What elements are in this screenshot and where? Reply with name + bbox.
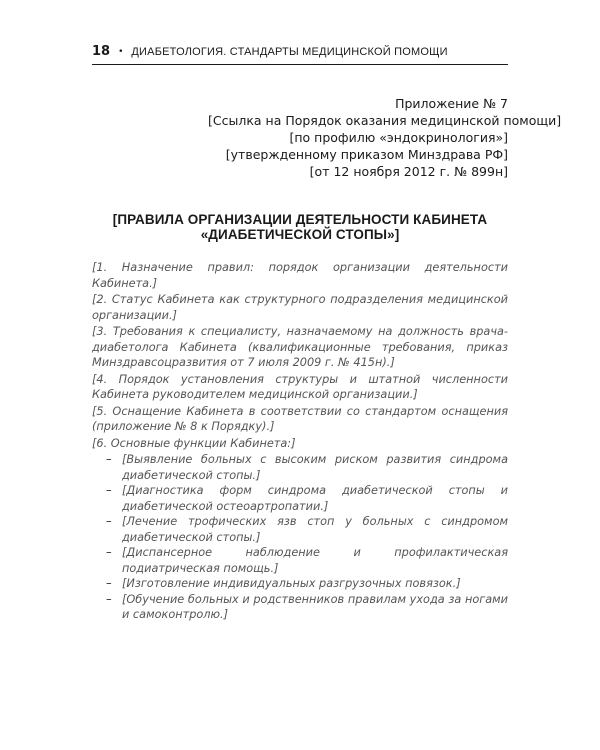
list-item-text: [Изготовление индивидуальных разгрузочных повязок.] <box>122 577 461 590</box>
approval-block <box>208 95 562 180</box>
list-item: – [Выявление больных с высоким риском развития синдрома диабетической стопы.] <box>106 453 508 482</box>
approval-line: [по профилю «эндокринология»] <box>289 130 508 145</box>
paragraph: [6. Основные функции Кабинета:] <box>92 436 296 450</box>
list-item: – [Лечение трофических язв стоп у больных с синдромом диабетической стопы.] <box>106 515 508 544</box>
document-body <box>92 260 508 623</box>
paragraph: [3. Требования к специалисту, назначаемому на должность врача-диабетолога Кабинета (квалификационные требования, приказ Минздравсоцразвития от 7 июля 2009 г. № 415н).] <box>92 325 508 369</box>
approval-line: Приложение № 7 <box>395 96 508 111</box>
list-item-text: [Лечение трофических язв стоп у больных с синдромом диабетической стопы.] <box>122 515 508 544</box>
page-number: 18 <box>92 44 111 59</box>
running-head <box>92 44 508 65</box>
list-item-text: [Выявление больных с высоким риском развития синдрома диабетической стопы.] <box>122 453 508 482</box>
book-title: ДИАБЕТОЛОГИЯ. СТАНДАРТЫ МЕДИЦИНСКОЙ ПОМОЩИ <box>131 45 448 58</box>
list-item-text: [Обучение больных и родственников правилам ухода за ногами и самоконтролю.] <box>122 592 508 621</box>
paragraph: [4. Порядок установления структуры и штатной численности Кабинета руководителем медицинской организации.] <box>92 372 508 401</box>
paragraph: [2. Статус Кабинета как структурного подразделения медицинской организации.] <box>92 293 508 322</box>
list-item-text: [Диагностика форм синдрома диабетической стопы и диабетической остеоартропатии.] <box>122 484 508 513</box>
approval-line: [от 12 ноября 2012 г. № 899н] <box>309 164 508 179</box>
paragraph: [5. Оснащение Кабинета в соответствии со стандартом оснащения (приложение № 8 к Порядку).] <box>92 404 508 433</box>
list-item-text: [Диспансерное наблюдение и профилактическая подиатрическая помощь.] <box>122 546 508 575</box>
approval-line: [Ссылка на Порядок оказания медицинской помощи] <box>208 113 562 128</box>
functions-list <box>92 452 508 623</box>
list-item: – [Диспансерное наблюдение и профилактическая подиатрическая помощь.] <box>106 546 508 575</box>
document-title: [ПРАВИЛА ОРГАНИЗАЦИИ ДЕЯТЕЛЬНОСТИ КАБИНЕТА «ДИАБЕТИЧЕСКОЙ СТОПЫ»] <box>112 212 488 242</box>
approval-line: [утвержденному приказом Минздрава РФ] <box>225 147 508 162</box>
list-item: – [Обучение больных и родственников правилам ухода за ногами и самоконтролю.] <box>106 592 508 621</box>
paragraph: [1. Назначение правил: порядок организации деятельности Кабинета.] <box>92 261 508 290</box>
list-item: – [Диагностика форм синдрома диабетической стопы и диабетической остеоартропатии.] <box>106 484 508 513</box>
bullet-separator: • <box>118 46 124 57</box>
list-item: – [Изготовление индивидуальных разгрузочных повязок.] <box>106 576 508 592</box>
